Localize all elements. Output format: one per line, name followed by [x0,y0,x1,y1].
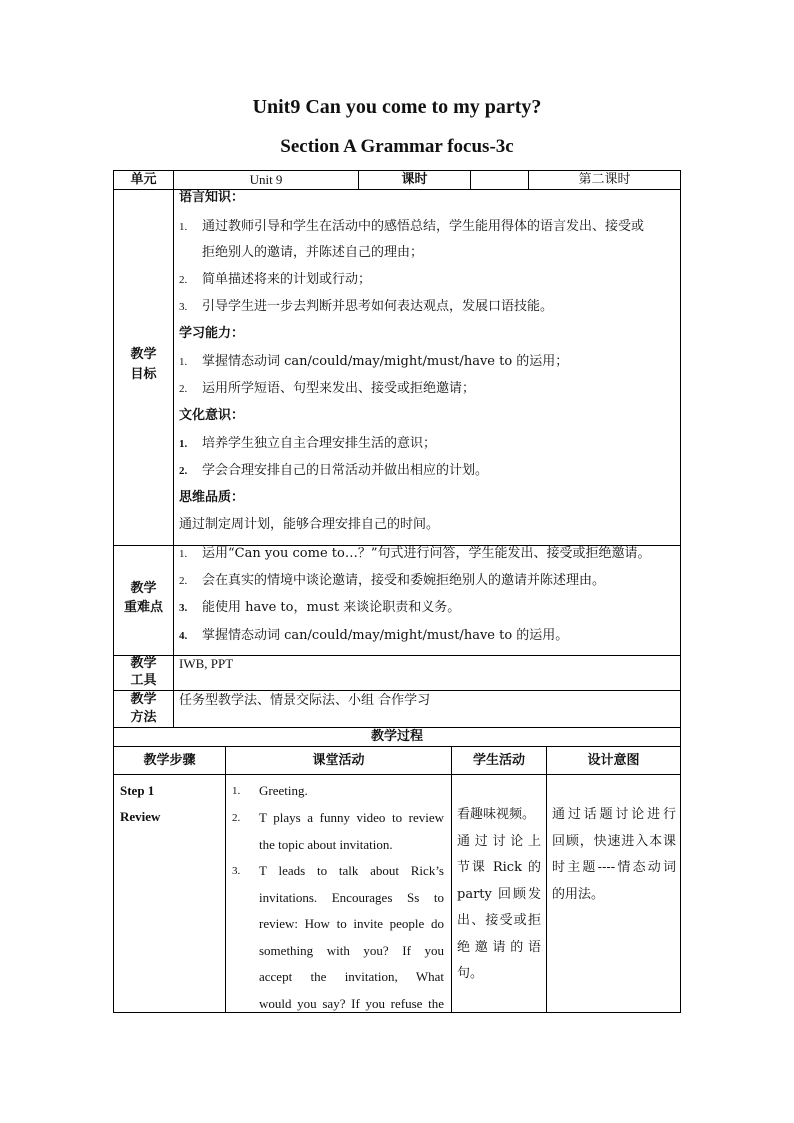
class-activity-line: invitations. Encourages Ss to [259,889,444,905]
item-number: 4. [179,630,188,642]
item-number: 3. [179,602,188,614]
student-activity-line: 句。 [457,966,484,981]
objective-item: 引导学生进一步去判断并思考如何表达观点，发展口语技能。 [202,299,554,314]
item-number: 3. [232,865,241,877]
section-heading: 思维品质： [179,490,245,505]
class-activity-item [259,805,444,858]
key-point-item: 能使用 have to，must 来谈论职责和义务。 [202,600,461,615]
unit-value: Unit 9 [249,172,283,187]
objectives-label: 目标 [130,367,157,382]
class-activity-line: Greeting. [259,783,308,798]
student-activity-line: 节课 Rick 的 [457,860,541,875]
tools-label: 工具 [130,673,157,688]
step-name: Step 1 [120,783,155,798]
column-header-step: 教学步骤 [143,753,196,768]
process-heading: 教学过程 [370,729,423,744]
design-intent [552,802,676,908]
item-number: 2. [179,383,188,395]
tools-value: IWB, PPT [179,656,234,671]
objectives-label: 教学 [130,347,157,362]
objective-item: 培养学生独立自主合理安排生活的意识； [202,436,437,451]
item-number: 2. [179,274,188,286]
document-title: Unit9 Can you come to my party? [252,96,542,118]
key-point-item: 运用“Can you come to…？”句式进行问答，学生能发出、接受或拒绝邀请。 [202,546,651,561]
design-intent-line: 通过话题讨论进行 [552,807,676,822]
class-activity-line: T plays a funny video to review [259,810,444,825]
item-number: 3. [179,301,188,313]
student-activity-line: 通过讨论上 [457,833,541,849]
item-number: 1. [179,438,188,450]
methods-label: 方法 [130,710,157,725]
methods-value: 任务型教学法、情景交际法、小组 合作学习 [179,693,431,708]
period-label: 课时 [401,172,428,187]
methods-label: 教学 [130,692,157,707]
objective-item: 通过教师引导和学生在活动中的感悟总结，学生能用得体的语言发出、接受或 [202,219,645,234]
lesson-plan-table [113,170,681,1013]
class-activity-line: T leads to talk about Rick’s [259,863,444,878]
section-heading: 学习能力： [179,326,245,341]
design-intent-line: 回顾，快速进入本课 [552,833,676,849]
design-intent-line: 时主题----情态动词 [552,860,676,875]
class-activity-line: the topic about invitation. [259,836,393,852]
row-divider [114,746,680,747]
column-divider [225,746,226,1013]
design-intent-line: 的用法。 [552,886,605,902]
student-activity-line: 出、接受或拒 [457,913,541,928]
tools-label: 教学 [130,656,157,671]
objective-item: 学会合理安排自己的日常活动并做出相应的计划。 [202,463,489,478]
column-divider [451,746,452,1013]
class-activity-item [259,858,444,1017]
key-points-label: 教学 [130,581,157,596]
item-number: 1. [179,548,188,560]
unit-label: 单元 [130,172,157,187]
period-value: 第二课时 [578,172,631,187]
item-number: 2. [232,812,241,824]
item-number: 1. [232,785,241,797]
row-divider [114,690,680,691]
class-activity-line: would you say? If you refuse the [259,995,444,1011]
objective-item: 运用所学短语、句型来发出、接受或拒绝邀请； [202,381,476,396]
key-points-label: 重难点 [123,600,163,615]
item-number: 1. [179,356,188,368]
document-subtitle: Section A Grammar focus-3c [280,136,514,157]
row-divider [114,727,680,728]
section-heading: 语言知识： [179,190,245,205]
column-divider [470,171,471,189]
item-number: 2. [179,465,188,477]
student-activity [457,802,541,988]
objective-item: 通过制定周计划，能够合理安排自己的时间。 [179,517,440,532]
class-activity-line: accept the invitation, What [259,969,444,984]
class-activity-line: review: How to invite people do [259,916,444,931]
class-activity-line: something with you? If you [259,942,444,958]
column-header-class-activity: 课堂活动 [312,753,365,768]
row-divider [114,774,680,775]
section-heading: 文化意识： [179,408,245,423]
objective-item: 掌握情态动词 can/could/may/might/must/have to 的运用； [202,354,569,369]
column-header-design-intent: 设计意图 [587,753,640,768]
student-activity-line: party 回顾发 [457,886,541,902]
column-divider [173,171,174,727]
student-activity-line: 看趣味视频。 [457,807,536,822]
key-point-item: 会在真实的情境中谈论邀请，接受和委婉拒绝别人的邀请并陈述理由。 [202,573,606,588]
key-point-item: 掌握情态动词 can/could/may/might/must/have to 的运用。 [202,628,569,643]
column-header-student-activity: 学生活动 [472,753,525,768]
objective-item: 简单描述将来的计划或行动； [202,272,372,287]
item-number: 2. [179,575,188,587]
step-name: Review [120,809,161,824]
objective-item: 拒绝别人的邀请，并陈述自己的理由； [202,245,424,260]
item-number: 1. [179,221,188,233]
column-divider [546,746,547,1013]
student-activity-line: 绝邀请的语 [457,939,541,955]
